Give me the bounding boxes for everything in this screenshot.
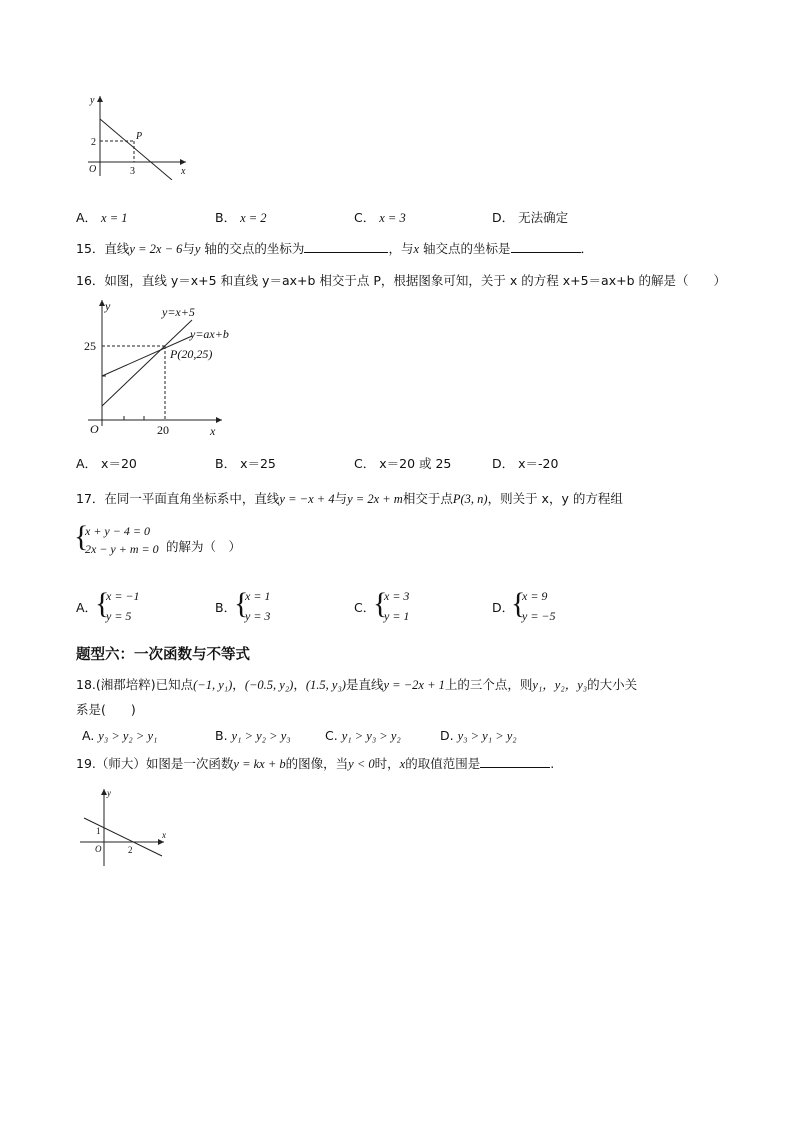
y-axis-arrow xyxy=(97,96,103,102)
q14-option-d[interactable]: D． 无法确定 xyxy=(492,210,569,225)
option-letter: B． xyxy=(215,600,237,615)
line1-label: y=x+5 xyxy=(162,305,195,319)
option-brace: { xyxy=(511,587,526,620)
x-axis-arrow xyxy=(180,159,186,165)
option-row-1: x = 9 xyxy=(522,589,548,603)
y-tick-label: 2 xyxy=(91,137,96,148)
q16-option-c[interactable]: C． x＝20 或 25 xyxy=(354,456,452,471)
q16-option-d[interactable]: D． x＝-20 xyxy=(492,456,559,471)
option-brace: { xyxy=(234,587,249,620)
x-axis-arrow xyxy=(216,417,222,423)
option-brace: { xyxy=(373,587,388,620)
x-tick-label: 3 xyxy=(130,166,135,177)
option-row-2: y = 1 xyxy=(384,609,410,623)
q17-tail: 的解为（ ） xyxy=(166,539,242,554)
x-tick-label: 2 xyxy=(128,845,133,855)
q16-stem: 16．如图，直线 y＝x+5 和直线 y＝ax+b 相交于点 P，根据图象可知，关于 x 的方程 x+5＝ax+b 的解是（ ） xyxy=(76,273,726,288)
point-label: P xyxy=(136,131,143,142)
q16-option-a[interactable]: A． x＝20 xyxy=(76,456,137,471)
section-heading: 题型六：一次函数与不等式 xyxy=(76,647,250,663)
q16-option-b[interactable]: B． x＝25 xyxy=(215,456,276,471)
system-eq-1: x + y − 4 = 0 xyxy=(85,524,150,538)
q18-option-b[interactable]: B. y₁ > y₂ > y₃ xyxy=(215,728,291,743)
q18-stem-line2: 系是( ) xyxy=(76,702,136,717)
q14-option-b[interactable]: B． x = 2 xyxy=(215,210,267,225)
q19-stem: 19.（师大）如图是一次函数y = kx + b的图像，当y < 0时，x的取值范围是 . xyxy=(76,756,555,771)
q15-answer-blank-1[interactable] xyxy=(304,240,388,253)
option-brace: { xyxy=(95,587,110,620)
option-row-1: x = 1 xyxy=(245,589,271,603)
system-brace: { xyxy=(74,520,89,553)
origin-label: O xyxy=(90,422,99,436)
y-tick-label: 25 xyxy=(84,339,96,353)
line2-label: y=ax+b xyxy=(190,327,229,341)
option-row-2: y = 5 xyxy=(106,609,132,623)
q18-stem: 18.(湘郡培粹)已知点(−1, y₁)，(−0.5, y₂)，(1.5, y₃)是直线y = −2x + 1上的三个点，则y₁，y₂，y₃的大小关 xyxy=(76,677,638,692)
q19-answer-blank[interactable] xyxy=(480,755,550,768)
y-label: y xyxy=(107,788,111,798)
q19-graph xyxy=(78,786,173,868)
origin-label: O xyxy=(89,164,97,175)
y-label: y xyxy=(105,299,111,313)
point-label: P(20,25) xyxy=(170,347,213,361)
q15-stem: 15．直线y = 2x − 6与y 轴的交点的坐标为 ，与x 轴交点的坐标是 ． xyxy=(76,241,594,256)
x-label: x xyxy=(181,166,186,177)
q17-stem: 17．在同一平面直角坐标系中，直线y = −x + 4与y = 2x + m相交于点P(3, n)，则关于 x，y 的方程组 xyxy=(76,491,623,506)
option-row-1: x = −1 xyxy=(106,589,140,603)
q18-option-d[interactable]: D. y₃ > y₁ > y₂ xyxy=(440,728,517,743)
q16-graph xyxy=(82,296,252,438)
option-letter: C． xyxy=(354,600,376,615)
option-row-1: x = 3 xyxy=(384,589,410,603)
q14-option-a[interactable]: A． x = 1 xyxy=(76,210,128,225)
y-tick-label: 1 xyxy=(96,826,101,836)
graph-line xyxy=(100,119,172,180)
option-letter: D． xyxy=(492,600,515,615)
q15-answer-blank-2[interactable] xyxy=(511,240,581,253)
y-label: y xyxy=(90,95,95,106)
origin-label: O xyxy=(95,844,102,854)
q14-option-c[interactable]: C． x = 3 xyxy=(354,210,406,225)
option-row-2: y = 3 xyxy=(245,609,271,623)
option-row-2: y = −5 xyxy=(522,609,556,623)
q18-option-a[interactable]: A. y₃ > y₂ > y₁ xyxy=(82,728,158,743)
x-tick-label: 20 xyxy=(157,423,169,437)
x-label: x xyxy=(162,830,166,840)
line-x-plus-5 xyxy=(102,320,192,406)
q14-graph xyxy=(82,92,192,180)
option-letter: A． xyxy=(76,600,98,615)
x-label: x xyxy=(210,424,216,438)
q18-option-c[interactable]: C. y₁ > y₃ > y₂ xyxy=(325,728,401,743)
system-eq-2: 2x − y + m = 0 xyxy=(85,542,159,556)
